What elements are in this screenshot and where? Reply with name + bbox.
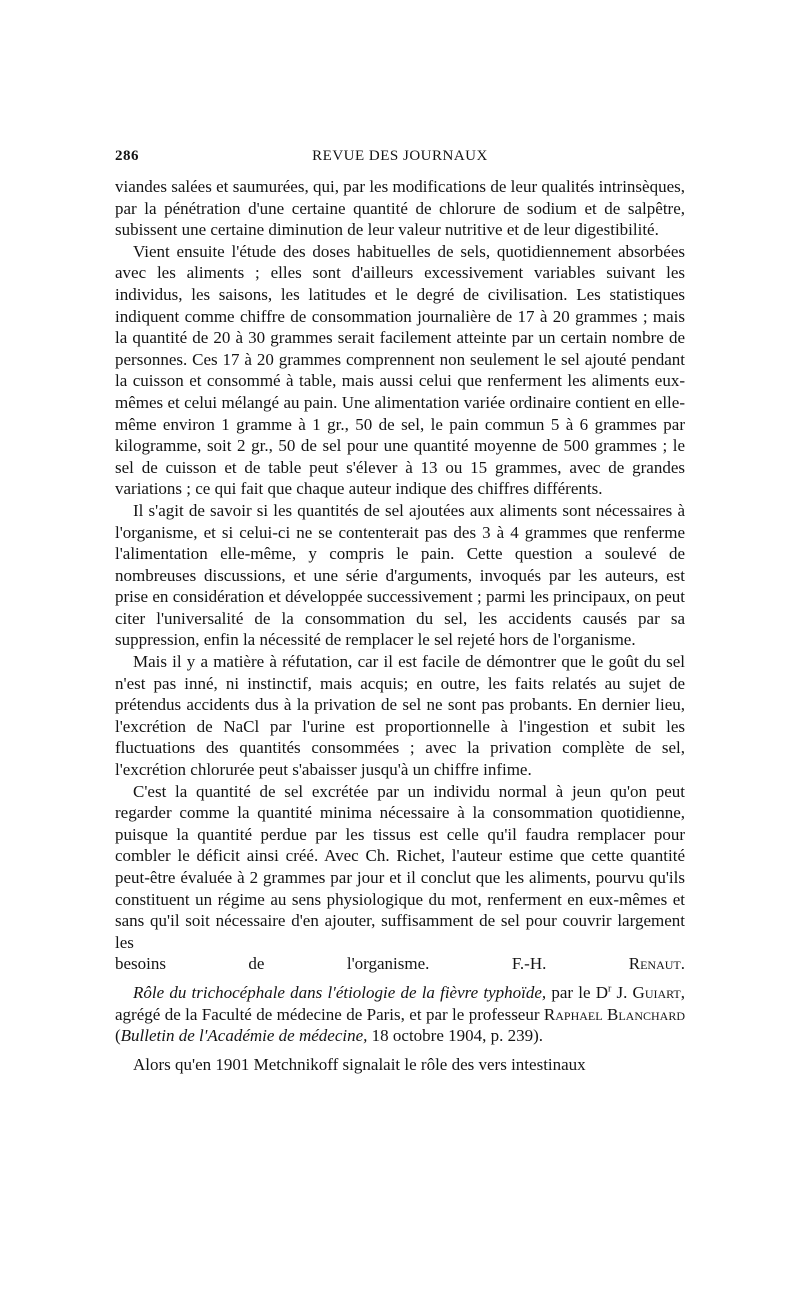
article-date: 18 octobre 1904, p. 239). (367, 1026, 544, 1046)
article-title: Rôle du trichocéphale dans l'étiologie de la fièvre typhoïde, (133, 982, 547, 1002)
article-citation (115, 982, 685, 1047)
paren-open: ( (115, 1026, 121, 1046)
page-number: 286 (115, 148, 139, 164)
paragraph-5: C'est la quantité de sel excrétée par un individu normal à jeun qu'on peut regarder comme la quantité minima nécessaire à la consommation quotidienne, puisque la quantité perdue par les tissus est celle qu'il faudra remplacer pour combler le déficit ainsi créé. Avec Ch. Richet, l'auteur estime que cette quantité peut-être évaluée à 2 grammes par jour et il conclut que les aliments, pourvu qu'ils constituent un régime au sens physiologique du mot, renferment en eux-mêmes et sans qu'il soit nécessaire d'en ajouter, suffisamment de sel pour couvrir largement les (115, 781, 685, 952)
page-header (115, 148, 685, 176)
paragraph-3: Il s'agit de savoir si les quantités de sel ajoutées aux aliments sont nécessaires à l'organisme, et si celui-ci ne se contenterait pas des 3 à 4 grammes que renferme l'alimentation elle-même, y compris le pain. Cette question a soulevé de nombreuses discussions, et une série d'arguments, invoqués par les auteurs, est prise en considération et développée successivement ; parmi les principaux, on peut citer l'universalité de la consommation du sel, les accidents causés par sa suppression, enfin la nécessité de remplacer le sel rejeté hors de l'organisme. (115, 500, 685, 650)
signature-line (115, 953, 685, 975)
review-author: F.-H. Renaut. (511, 954, 685, 974)
last-paragraph: Alors qu'en 1901 Metchnikoff signalait le rôle des vers intestinaux (133, 1054, 586, 1074)
doctor-abbrev-superscript: r (607, 983, 612, 995)
article-author-2: Raphael Blanchard (543, 1004, 685, 1024)
body-text (115, 176, 685, 1075)
article-author-1: J. Guiart, (611, 982, 686, 1002)
doctor-abbrev: D (595, 982, 608, 1002)
article-affiliation: agrégé de la Faculté de médecine de Paris, et par le professeur (115, 1004, 544, 1024)
paragraph-2: Vient ensuite l'étude des doses habituelles de sels, quotidiennement absorbées avec les aliments ; elles sont d'ailleurs excessivement variables suivant les individus, les saisons, les latitudes et le degré de civilisation. Les statistiques indiquent comme chiffre de consommation journalière de 17 à 20 grammes ; mais la quantité de 20 à 30 grammes serait facilement atteinte par un certain nombre de personnes. Ces 17 à 20 grammes comprennent non seulement le sel ajouté pendant la cuisson et consommé à table, mais aussi celui que renferment les aliments eux-mêmes et celui mélangé au pain. Une alimentation variée ordinaire contient en elle-même environ 1 gramme à 1 gr., 50 de sel, le pain commun 5 à 6 grammes par kilogramme, soit 2 gr., 50 de sel pour une quantité moyenne de 500 grammes ; le sel de cuisson et de table peut s'élever à 13 ou 15 grammes, avec de grandes variations ; ce qui fait que chaque auteur indique des chiffres différents. (115, 241, 685, 499)
paragraph-4: Mais il y a matière à réfutation, car il est facile de démontrer que le goût du sel n'est pas inné, ni instinctif, mais acquis; en outre, les faits relatés au sujet de prétendus accidents dus à la privation de sel ne sont pas probants. En dernier lieu, l'excrétion de NaCl par l'urine est proportionnelle à l'ingestion et subit les fluctuations des quantités consommées ; avec la privation complète de sel, l'excrétion chlorurée peut s'abaisser jusqu'à un chiffre infime. (115, 652, 685, 780)
journal-name: Bulletin de l'Académie de médecine, (120, 1026, 368, 1046)
closing-text: besoins de l'organisme. (115, 954, 430, 974)
running-title: REVUE DES JOURNAUX (312, 148, 488, 164)
paragraph-1: viandes salées et saumurées, qui, par les modifications de leur qualités intrinsèques, par la pénétration d'une certaine quantité de chlorure de sodium et de salpêtre, subissent une certaine diminution de leur valeur nutritive et de leur digestibilité. (115, 177, 685, 240)
article-by: par le (546, 982, 596, 1002)
document-page (115, 148, 685, 1075)
